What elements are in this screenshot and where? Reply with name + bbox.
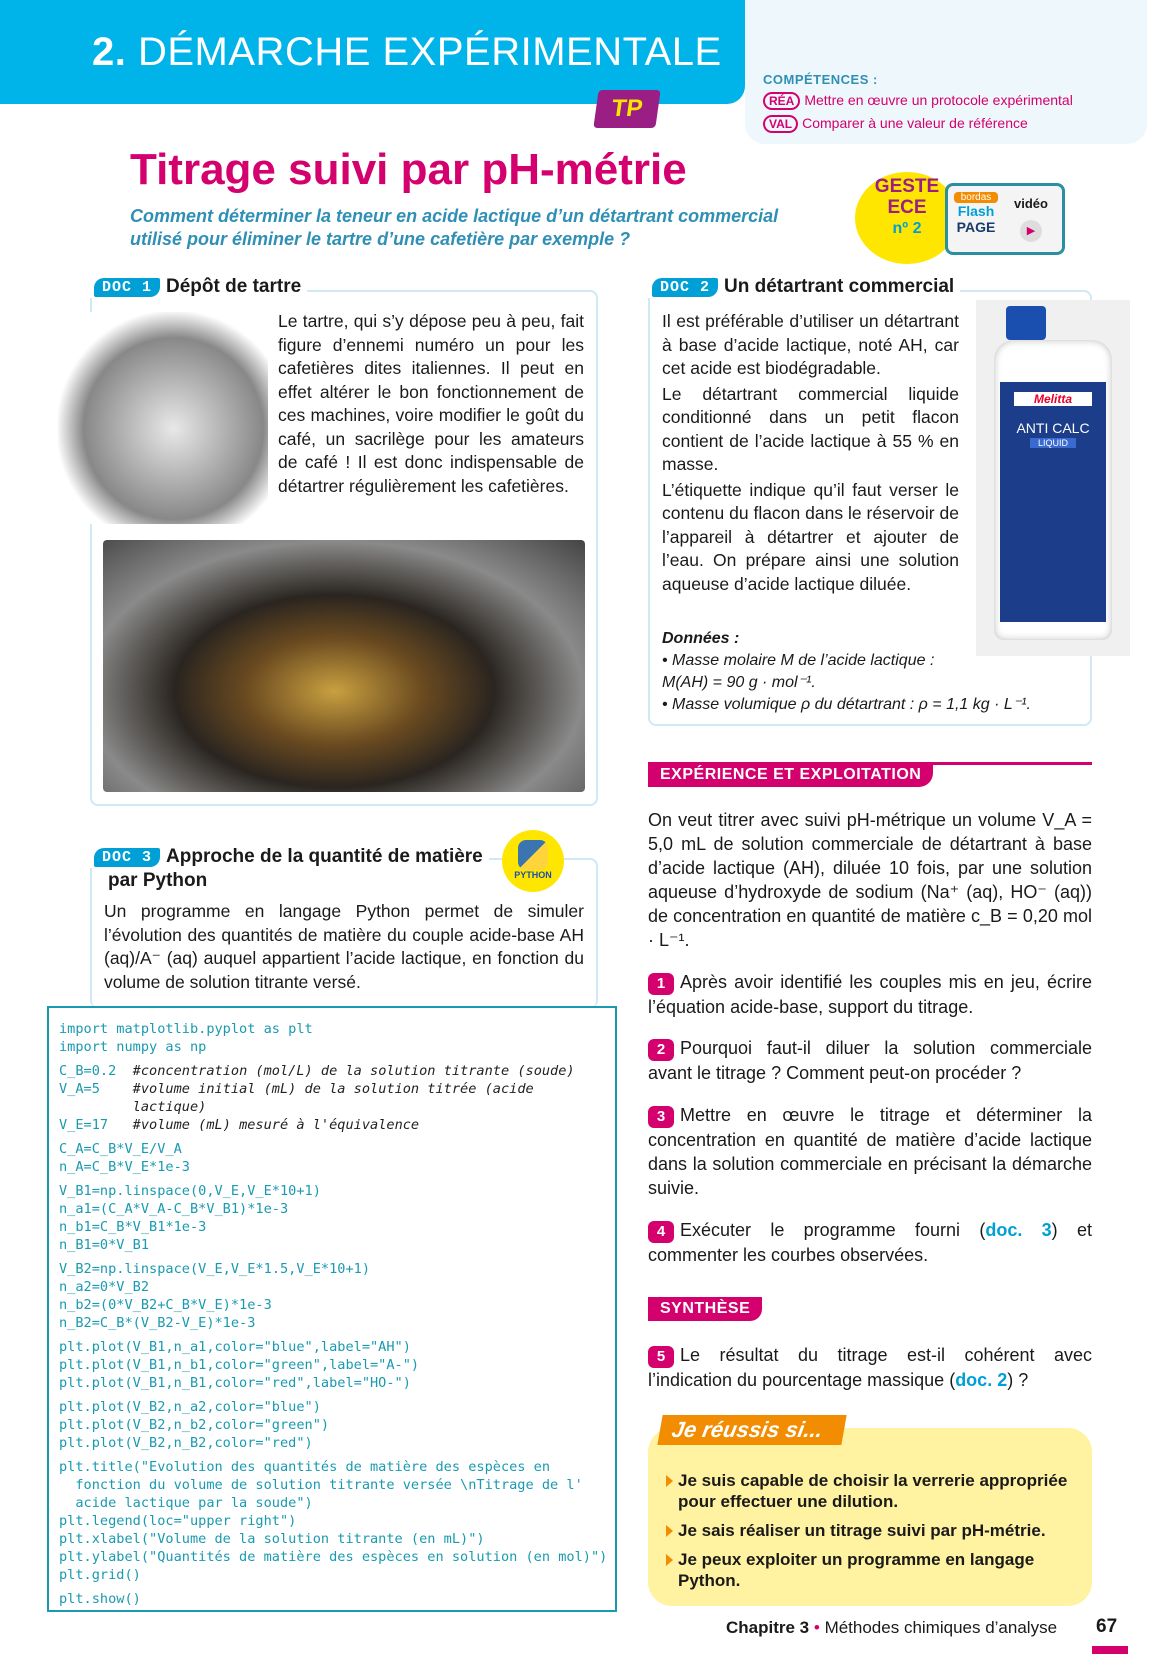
- code-line: n_b2=(0*V_B2+C_B*V_E)*1e-3: [59, 1297, 272, 1313]
- doc-tag: DOC 3: [94, 848, 160, 867]
- code-line: import numpy as np: [59, 1039, 207, 1055]
- page-corner-tab: [1092, 1646, 1128, 1654]
- question-text: Mettre en œuvre le titrage et déterminer la concentration en quantité de matière d’acide lactique dans la solution commerciale en précisant la démarche suivie.: [648, 1105, 1092, 1198]
- question-1: [648, 970, 1092, 1019]
- flashpage-video-button[interactable]: [945, 183, 1065, 255]
- code-statement: V_E=17: [59, 1117, 133, 1133]
- page-subtitle: Comment déterminer la teneur en acide lactique d’un détartrant commercial utilisé pour éliminer le tartre d’une cafetière par exemple ?: [130, 206, 779, 249]
- code-comment: #volume (mL) mesuré à l'équivalence: [132, 1117, 420, 1133]
- question-5: [648, 1343, 1092, 1392]
- tp-badge: TP: [593, 90, 660, 128]
- doc-title: Approche de la quantité de matière: [166, 846, 483, 867]
- page-label: PAGE: [956, 219, 996, 235]
- python-logo: [502, 830, 564, 892]
- geste-number: nº 2: [892, 220, 922, 237]
- code-line: [59, 1098, 605, 1116]
- page-title: Titrage suivi par pH-métrie: [130, 145, 687, 194]
- code-line: n_a1=(C_A*V_A-C_B*V_B1)*1e-3: [59, 1201, 289, 1217]
- code-statement: C_B=0.2: [59, 1063, 133, 1079]
- doc3-header: [90, 846, 489, 868]
- question-3: [648, 1103, 1092, 1200]
- code-comment: #volume initial (mL) de la solution titrée (acide: [132, 1081, 534, 1097]
- doc3-link[interactable]: doc. 3: [985, 1220, 1052, 1240]
- code-line: plt.plot(V_B2,n_b2,color="green"): [59, 1417, 330, 1433]
- doc-title: Un détartrant commercial: [724, 276, 955, 297]
- code-statement: V_A=5: [59, 1081, 133, 1097]
- competence-code: RÉA: [763, 92, 800, 110]
- code-line: [59, 1062, 605, 1080]
- code-line: plt.plot(V_B1,n_B1,color="red",label="HO-"): [59, 1375, 411, 1391]
- experience-heading: EXPÉRIENCE ET EXPLOITATION: [648, 763, 933, 787]
- moka-pot-image: [58, 312, 268, 524]
- competence-label: Comparer à une valeur de référence: [802, 115, 1028, 131]
- code-comment: #concentration (mol/L) de la solution titrante (soude): [132, 1063, 575, 1079]
- code-line: V_B2=np.linspace(V_E,V_E*1.5,V_E*10+1): [59, 1261, 370, 1277]
- question-number: 5: [648, 1346, 674, 1368]
- doc-title-continued: par Python: [108, 870, 208, 891]
- geste-label: ECE: [887, 197, 927, 218]
- doc-title: Dépôt de tartre: [166, 276, 302, 297]
- doc-tag: DOC 1: [94, 278, 160, 297]
- detartrant-bottle-image: [976, 300, 1130, 656]
- question-number: 3: [648, 1106, 674, 1128]
- code-statement: [59, 1099, 133, 1115]
- donnee-item: • Masse volumique ρ du détartrant : ρ = 1,1 kg · L⁻¹.: [662, 696, 1031, 713]
- question-text: Exécuter le programme fourni (: [680, 1220, 986, 1240]
- doc2-paragraph: Le détartrant commercial liquide conditionné dans un petit flacon contient de l’acide lactique à 55 % en masse.: [662, 383, 959, 474]
- python-logo-text: PYTHON: [514, 870, 552, 880]
- footer-chapter: Chapitre 3: [726, 1618, 810, 1637]
- question-text: ) ?: [1007, 1370, 1029, 1390]
- code-line: V_B1=np.linspace(0,V_E,V_E*10+1): [59, 1183, 321, 1199]
- question-text: ) et commenter les courbes observées.: [648, 1220, 1092, 1265]
- doc2-paragraph: Il est préférable d’utiliser un détartrant à base d’acide lactique, noté AH, car cet acide est biodégradable.: [662, 311, 959, 378]
- question-text: Après avoir identifié les couples mis en jeu, écrire l’équation acide-base, support du titrage.: [648, 972, 1092, 1017]
- section-number: 2.: [92, 30, 127, 74]
- play-icon: ▶: [1020, 220, 1042, 242]
- code-line: plt.plot(V_B2,n_B2,color="red"): [59, 1435, 313, 1451]
- bottle-sub: LIQUID: [1030, 438, 1076, 448]
- je-reussis-box: [648, 1428, 1092, 1606]
- question-number: 1: [648, 973, 674, 995]
- code-line: acide lactique par la soude"): [59, 1495, 313, 1511]
- page-number: 67: [1096, 1616, 1118, 1637]
- doc2-header: [648, 276, 960, 298]
- donnees-heading: Données :: [662, 630, 740, 647]
- doc2-paragraph: L’étiquette indique qu’il faut verser le contenu du flacon dans le réservoir de l’appareil à détartrer et ajouter de l’eau. On prépare ainsi une solution aqueuse d’acide lactique diluée.: [662, 479, 959, 594]
- question-text: Le résultat du titrage est-il cohérent avec l’indication du pourcentage massique (: [648, 1345, 1092, 1390]
- competence-item: [763, 92, 1147, 110]
- code-line: C_A=C_B*V_E/V_A: [59, 1141, 182, 1157]
- je-reussis-heading: Je réussis si...: [657, 1415, 847, 1445]
- question-number: 2: [648, 1039, 674, 1061]
- code-comment: lactique): [132, 1099, 207, 1115]
- question-text: Pourquoi faut-il diluer la solution commerciale avant le titrage ? Comment peut-on procéder ?: [648, 1038, 1092, 1083]
- geste-label: GESTE: [874, 176, 940, 197]
- experience-intro: On veut titrer avec suivi pH-métrique un volume V_A = 5,0 mL de solution commerciale de détartrant à base d’acide lactique (AH), diluée 10 fois, par une solution aqueuse d’hydroxyde de sodium (Na⁺ (aq), HO⁻ (aq)) de concentration en quantité de matière c_B = 0,20 mol · L⁻¹.: [648, 810, 1092, 950]
- brand-label: bordas: [954, 192, 998, 203]
- code-line: n_b1=C_B*V_B1*1e-3: [59, 1219, 207, 1235]
- footer: [726, 1618, 1057, 1638]
- coffee-pot-interior-image: [103, 540, 585, 792]
- code-line: [59, 1080, 605, 1098]
- doc3-text: Un programme en langage Python permet de simuler l’évolution des quantités de matière du couple acide-base AH (aq)/A⁻ (aq) auquel appartient l’acide lactique, en fonction du volume de solution titrante versé.: [104, 901, 584, 992]
- code-line: import matplotlib.pyplot as plt: [59, 1021, 313, 1037]
- bottle-product: ANTI CALC: [1016, 420, 1090, 436]
- code-line: n_B2=C_B*(V_B2-V_E)*1e-3: [59, 1315, 256, 1331]
- code-line: plt.grid(): [59, 1567, 141, 1583]
- doc2-link[interactable]: doc. 2: [955, 1370, 1008, 1390]
- competences-box: [745, 0, 1147, 144]
- doc2-text: [662, 310, 959, 596]
- competence-item: [763, 115, 1147, 133]
- code-line: plt.plot(V_B1,n_b1,color="green",label="A-"): [59, 1357, 420, 1373]
- reussis-item: Je suis capable de choisir la verrerie appropriée pour effectuer une dilution.: [666, 1470, 1074, 1512]
- donnee-item: • Masse molaire M de l’acide lactique : M(AH) = 90 g · mol⁻¹.: [662, 652, 935, 691]
- bottle-brand: Melitta: [1014, 392, 1092, 406]
- reussis-item: Je sais réaliser un titrage suivi par pH-métrie.: [666, 1520, 1074, 1541]
- code-line: plt.ylabel("Quantités de matière des espèces en solution (en mol)"): [59, 1549, 608, 1565]
- code-line: plt.title("Evolution des quantités de matière des espèces en: [59, 1459, 551, 1475]
- section-title: [92, 30, 722, 75]
- question-2: [648, 1036, 1092, 1085]
- geste-ece-badge[interactable]: [855, 172, 959, 264]
- doc-tag: DOC 2: [652, 278, 718, 297]
- code-line: [59, 1116, 605, 1134]
- code-line: n_a2=0*V_B2: [59, 1279, 150, 1295]
- python-code-block: [47, 1006, 617, 1612]
- code-line: plt.xlabel("Volume de la solution titrante (en mL)"): [59, 1531, 485, 1547]
- competence-label: Mettre en œuvre un protocole expérimental: [804, 92, 1073, 108]
- code-line: fonction du volume de solution titrante versée \nTitrage de l': [59, 1477, 583, 1493]
- competence-code: VAL: [763, 115, 798, 133]
- question-4: [648, 1218, 1092, 1267]
- footer-topic: Méthodes chimiques d’analyse: [824, 1618, 1058, 1637]
- synthese-heading: SYNTHÈSE: [648, 1297, 762, 1321]
- section-title-text: DÉMARCHE EXPÉRIMENTALE: [137, 30, 722, 74]
- reussis-item: Je peux exploiter un programme en langage Python.: [666, 1549, 1074, 1591]
- footer-bullet: •: [813, 1618, 820, 1637]
- code-line: plt.legend(loc="upper right"): [59, 1513, 297, 1529]
- flash-label: Flash: [957, 203, 995, 219]
- doc1-text: Le tartre, qui s’y dépose peu à peu, fait figure d’ennemi numéro un pour les cafetières dites italiennes. Il peut en effet altérer le bon fonctionnement de ces machines, voire modifier le goût du café, un sacrilège pour les amateurs de café ! Il est donc indispensable de détartrer régulièrement les cafetières.: [278, 311, 584, 496]
- doc1-header: [90, 276, 307, 298]
- code-line: n_A=C_B*V_E*1e-3: [59, 1159, 190, 1175]
- code-line: plt.plot(V_B1,n_a1,color="blue",label="AH"): [59, 1339, 411, 1355]
- code-line: n_B1=0*V_B1: [59, 1237, 150, 1253]
- code-line: plt.plot(V_B2,n_a2,color="blue"): [59, 1399, 321, 1415]
- code-line: plt.show(): [59, 1591, 141, 1607]
- video-label: vidéo: [1014, 196, 1048, 211]
- competences-heading: COMPÉTENCES :: [763, 72, 878, 87]
- question-number: 4: [648, 1221, 674, 1243]
